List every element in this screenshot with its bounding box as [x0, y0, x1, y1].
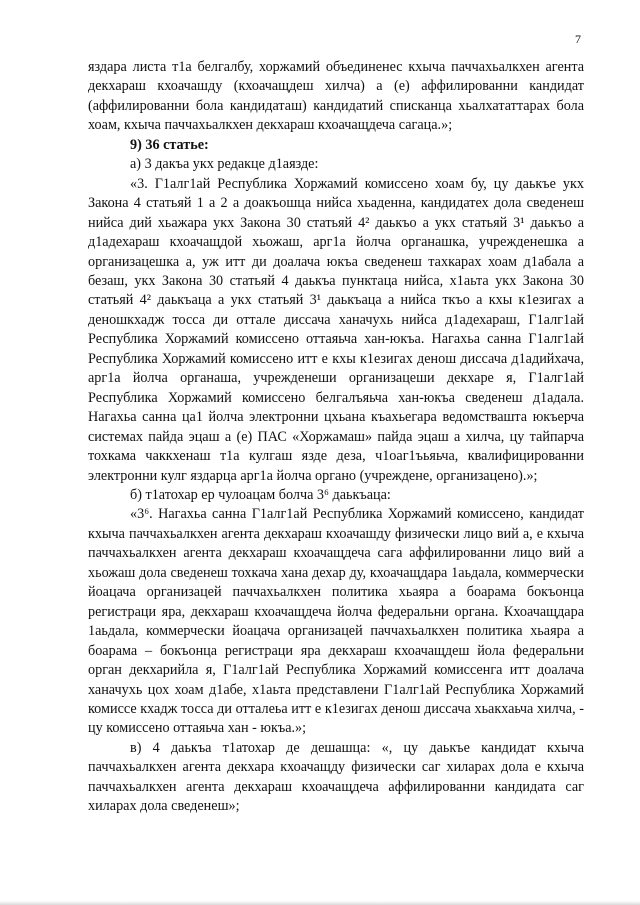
subitem-v-paragraph: в) 4 даькъа т1атохар де дешашца: «, цу даькъе кандидат кхыча паччахьалкхен агента декхара кхоачащду физически саг хиларах дола е кхыча паччахьалкхен агента декхараш кхоачащдеча аффилированни кандидата саг хиларах дола сведенеш»;: [88, 739, 584, 815]
paragraph-continuation: яздара листа т1а белгалбу, хоржамий объединенес кхыча паччахьалкхен агента декхараш кхоачашду (кхоачащдеш хилча) а (е) аффилированни кандидат (аффилированни бола кандидаташ) кандидатий списканца хьалхататтарах бола хоам, кхыча паччахьалкхен декхараш кхоачащдеча сагаца.»;: [88, 59, 584, 134]
document-body: [88, 58, 584, 817]
paragraph-part-3: «3. Г1алг1ай Республика Хоржамий комиссено хоам бу, цу даькъе укх Закона 4 статьяй 1 а 2 а доакъошца нийса хьаденна, кандидатех дола сведенеш нийса дий хьажара укх Закона 30 статьяй 4² даькъо а укх статьяй 3¹ даькъо а д1адехараш кхоачащдой хьожаш, арг1а йолча органашка, учрежденешка а организацешка а, уж итт ди доалача юкъа сведенеш тахкарах хоам д1абала а безаш, укх Закона 30 статьяй 4 даькъа пунктаца нийса, х1аьта укх Закона 30 статьяй 4² даькъаца а укх статьяй 3¹ даькъаца а нийса ткъо а кхы к1езигах а деношкхадж тосса ди оттале диссача ханачухь нийса д1адехараш, Г1алг1ай Республика Хоржамий комиссено оттаяьча хан-юкъа. Нагахьа санна Г1алг1ай Республика Хоржамий комиссено итт е кхы к1езигах денош диссача д1адийхача, арг1а йолча органаша, учрежденеши организацеши декхаре я, Г1алг1ай Республика Хоржамий комиссено белгалъяьча хан-юкъа сведенеш д1адала. Нагахьа санна ца1 йолча электронни цхьана къахьегара ведомствашта юкъерча системах пайда эцаш а (е) ПАС «Хоржамаш» пайда эцаш а хилча, цу тайпарча тохкама чаккхенаш т1а кулгаш язде деза, ч1оаг1ъьяьча, квалифицированни электронни кулг яздарца арг1а йолча органо (учреждене, организацено).»;: [88, 175, 584, 484]
section-heading-article-36: 9) 36 статье:: [130, 136, 209, 153]
subitem-a-heading: а) 3 дакъа укх редакце д1аязде:: [130, 156, 319, 173]
subitem-b-heading: б) т1атохар ер чулоацам болча 3⁶ даькъаца:: [130, 486, 391, 503]
scan-bottom-edge: [0, 901, 640, 905]
page-number: 7: [575, 32, 581, 46]
paragraph-part-3-6: «3⁶. Нагахьа санна Г1алг1ай Республика Хоржамий комиссено, кандидат кхыча паччахьалкхен агента декхараш кхоачашду физически лицо вий а, е кхыча паччахьалкхен агента декхараш кхоачащдеча сага аффилированни лицо вий а хьожаш дола сведенеш тохкача хана дехар ду, кхоачащдара 1аьдала, коммерчески йоацача организацей паччахьалкхен политика хьаяра а боарама бокъонца регистраци яра, декхараш кхоачащдеча йолча федеральни органа. Кхоачащдара 1аьдала, коммерчески йоацача организацей паччахьалкхен политика хьаяра а боарама – бокъонца регистраци яра декхараш кхоачащдеш йола федеральни орган декхарийла я, Г1алг1ай Республика Хоржамий комиссенга итт доалача ханачухь цох хоам д1абе, х1аьта представлени Г1алг1ай Республика Хоржамий комиссе кхадж тосса ди отталеьа итт е к1езигах денош диссача хьакхаьча хилча, - цу комиссено оттаяьча хан - юкъа.»;: [88, 506, 584, 737]
